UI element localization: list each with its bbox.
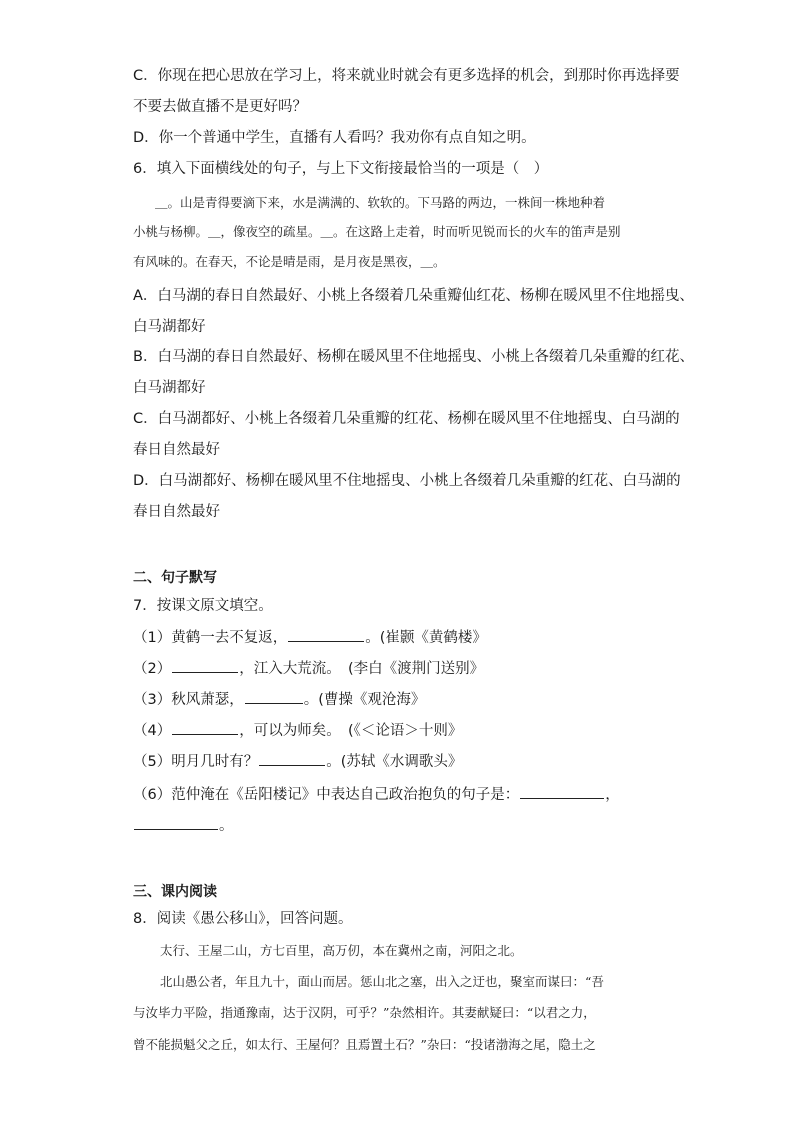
q7-item-3-blank[interactable] — [245, 689, 303, 704]
q6-option-d-line2: 春日自然最好 — [133, 504, 220, 520]
q6-passage-line2: 小桃与杨柳。＿，像夜空的疏星。＿。在这路上走着，时而听见锐而长的火车的笛声是别 — [133, 224, 621, 239]
q7-item-1-post: 。(崔颢《黄鹤楼》 — [365, 630, 487, 646]
q7-item-2-post: ，江入大荒流。 (李白《渡荆门送别》 — [239, 661, 485, 677]
q7-item-4 — [133, 720, 673, 741]
q7-item-5 — [133, 751, 673, 772]
q7-item-2 — [133, 658, 673, 679]
section-title-text-reading: 三、课内阅读 — [133, 884, 217, 900]
q7-item-5-blank[interactable] — [259, 751, 325, 766]
q8-passage-line3: 与汝毕力平险，指通豫南，达于汉阴，可乎？”杂然相许。其妻献疑曰：“以君之力， — [133, 1005, 596, 1020]
q7-item-4-post: ，可以为师矣。 (《＜论语＞十则》 — [239, 723, 463, 739]
q7-item-6-blank-2[interactable] — [134, 815, 218, 830]
q7-item-1 — [133, 627, 673, 648]
q6-passage-line1: ＿。山是青得要滴下来，水是满满的、软软的。下马路的两边，一株间一株地种着 — [155, 195, 606, 210]
q7-item-4-pre: （4） — [133, 723, 172, 739]
q6-option-b-line1: B．白马湖的春日自然最好、杨柳在暖风里不住地摇曳、小桃上各缀着几朵重瓣的红花、 — [133, 349, 694, 365]
q5-option-c-line2: 不要去做直播不是更好吗？ — [133, 99, 307, 115]
q7-item-4-blank[interactable] — [172, 720, 238, 735]
q6-option-b-line2: 白马湖都好 — [133, 380, 206, 396]
q7-item-6-post: ， — [605, 787, 620, 803]
q7-item-2-blank[interactable] — [172, 658, 238, 673]
q8-passage-line2: 北山愚公者，年且九十，面山而居。惩山北之塞，出入之迂也，聚室而谋曰：“吾 — [160, 974, 604, 989]
section-title-sentence-dictation: 二、句子默写 — [133, 570, 217, 586]
q7-item-5-pre: （5）明月几时有？ — [133, 754, 259, 770]
q7-item-2-pre: （2） — [133, 661, 172, 677]
q7-item-1-blank[interactable] — [288, 627, 364, 642]
q6-option-c-line2: 春日自然最好 — [133, 442, 220, 458]
q7-stem: 7．按课文原文填空。 — [133, 598, 273, 614]
q6-option-a-line2: 白马湖都好 — [133, 319, 206, 335]
q7-item-6-blank-1[interactable] — [520, 784, 604, 799]
q7-item-6-pre: （6）范仲淹在《岳阳楼记》中表达自己政治抱负的句子是： — [133, 787, 520, 803]
q8-passage-line1: 太行、王屋二山，方七百里，高万仞，本在冀州之南，河阳之北。 — [160, 943, 523, 958]
q5-option-c-line1: C．你现在把心思放在学习上，将来就业时就会有更多选择的机会，到那时你再选择要 — [133, 68, 680, 84]
q7-item-3-post: 。(曹操《观沧海》 — [303, 692, 426, 708]
q7-item-6-cont — [133, 815, 673, 836]
q7-item-1-pre: （1）黄鹤一去不复返， — [133, 630, 288, 646]
q8-stem: 8．阅读《愚公移山》，回答问题。 — [133, 911, 353, 927]
q7-item-3-pre: （3）秋风萧瑟， — [133, 692, 244, 708]
q6-stem: 6．填入下面横线处的句子，与上下文衔接最恰当的一项是（ ） — [133, 161, 549, 177]
q6-option-a-line1: A．白马湖的春日自然最好、小桃上各缀着几朵重瓣仙红花、杨柳在暖风里不住地摇曳、 — [133, 288, 694, 304]
q7-item-3 — [133, 689, 673, 710]
q6-passage-line3: 有风味的。在春天，不论是晴是雨，是月夜是黑夜，＿。 — [133, 254, 446, 269]
q5-option-d: D．你一个普通中学生，直播有人看吗？我劝你有点自知之明。 — [133, 130, 536, 146]
q7-item-5-post: 。(苏轼《水调歌头》 — [326, 754, 463, 770]
q6-option-d-line1: D．白马湖都好、杨柳在暖风里不住地摇曳、小桃上各缀着几朵重瓣的红花、白马湖的 — [133, 473, 681, 489]
q8-passage-line4: 曾不能损魁父之丘，如太行、王屋何？且焉置土石？”杂曰：“投诸渤海之尾，隐土之 — [133, 1037, 596, 1052]
q6-option-c-line1: C．白马湖都好、小桃上各缀着几朵重瓣的红花、杨柳在暖风里不住地摇曳、白马湖的 — [133, 411, 680, 427]
q7-item-6 — [133, 784, 673, 805]
q7-item-6-cont-end: 。 — [219, 818, 234, 834]
